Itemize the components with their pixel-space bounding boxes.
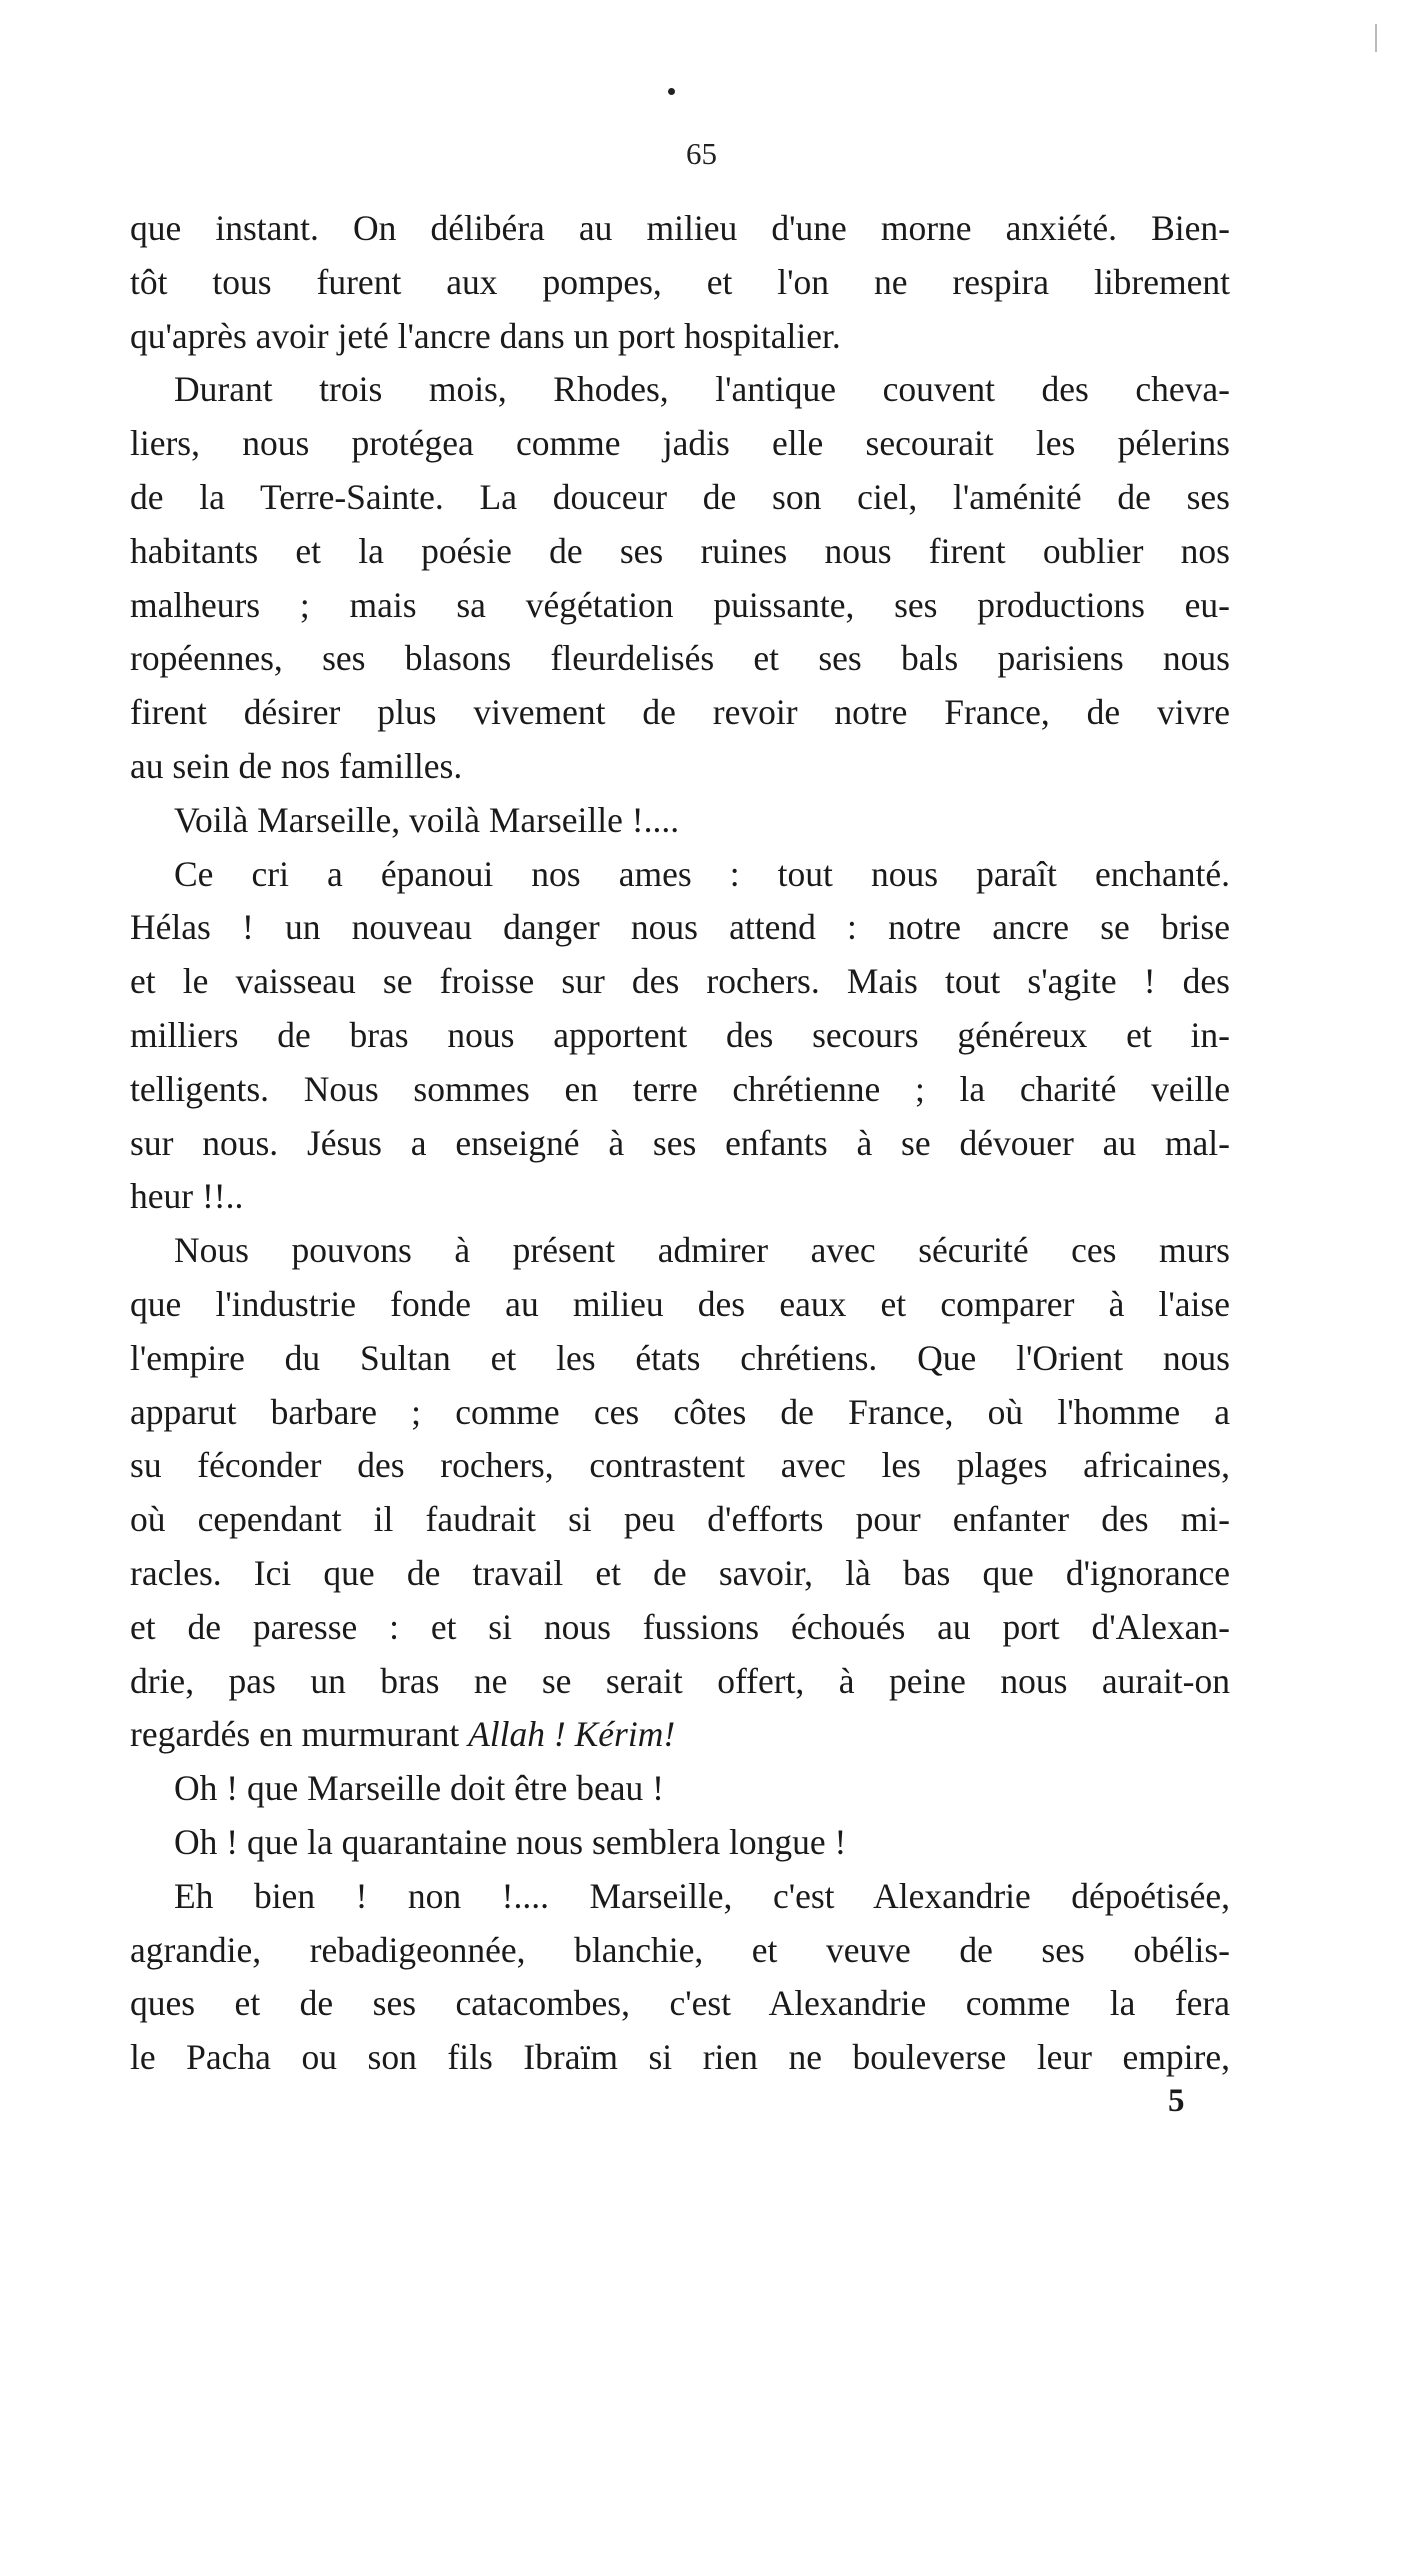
text-line <box>130 1708 1230 1762</box>
text-line <box>130 686 1230 740</box>
text-line-content: habitants et la poésie de ses ruines nous firent oublier nos <box>130 530 1230 571</box>
page-edge-mark <box>1375 24 1377 52</box>
text-line-content: Nous pouvons à présent admirer avec sécurité ces murs <box>174 1230 1230 1271</box>
text-line-content: de la Terre-Sainte. La douceur de son ciel, l'aménité de ses <box>130 476 1230 517</box>
text-line-content: l'empire du Sultan et les états chrétiens. Que l'Orient nous <box>130 1337 1230 1378</box>
text-line <box>130 525 1230 579</box>
text-line-content: regardés en murmurant <box>130 1714 469 1755</box>
text-line <box>130 632 1230 686</box>
text-line-content: drie, pas un bras ne se serait offert, à peine nous aurait-on <box>130 1660 1230 1701</box>
page-number: 65 <box>686 136 717 171</box>
text-line <box>130 955 1230 1009</box>
italic-phrase: Allah ! Kérim! <box>468 1714 676 1755</box>
text-line <box>130 1386 1230 1440</box>
text-line <box>130 1009 1230 1063</box>
text-line <box>130 256 1230 310</box>
text-line <box>130 1224 1230 1278</box>
text-line <box>130 740 1230 794</box>
text-line-content: Hélas ! un nouveau danger nous attend : notre ancre se brise <box>130 907 1230 948</box>
text-line <box>130 1655 1230 1709</box>
text-line <box>130 1278 1230 1332</box>
text-line-content: Oh ! que la quarantaine nous semblera longue ! <box>174 1821 847 1862</box>
text-line-content: au sein de nos familles. <box>130 745 463 786</box>
text-line-content: su féconder des rochers, contrastent avec les plages africaines, <box>130 1445 1230 1486</box>
text-line-content: ropéennes, ses blasons fleurdelisés et ses bals parisiens nous <box>130 638 1230 679</box>
text-line <box>130 363 1230 417</box>
text-line-content: heur !!.. <box>130 1176 244 1217</box>
text-line <box>130 1762 1230 1816</box>
text-line-content: Durant trois mois, Rhodes, l'antique couvent des cheva- <box>174 369 1230 410</box>
text-line <box>130 1170 1230 1224</box>
ink-dot <box>668 88 675 95</box>
text-line <box>130 794 1230 848</box>
text-line-content: telligents. Nous sommes en terre chrétienne ; la charité veille <box>130 1068 1230 1109</box>
text-line <box>130 310 1230 364</box>
text-line <box>130 1332 1230 1386</box>
text-line <box>130 1924 1230 1978</box>
text-line <box>130 1439 1230 1493</box>
text-line-content: milliers de bras nous apportent des secours généreux et in- <box>130 1014 1230 1055</box>
text-line <box>130 1977 1230 2031</box>
text-line-content: sur nous. Jésus a enseigné à ses enfants à se dévouer au mal- <box>130 1122 1230 1163</box>
text-line-content: malheurs ; mais sa végétation puissante, ses productions eu- <box>130 584 1230 625</box>
text-line <box>130 2031 1230 2085</box>
text-line-content: et le vaisseau se froisse sur des rochers. Mais tout s'agite ! des <box>130 961 1230 1002</box>
text-line-content: liers, nous protégea comme jadis elle secourait les pélerins <box>130 423 1230 464</box>
text-line-content: Eh bien ! non !.... Marseille, c'est Alexandrie dépoétisée, <box>174 1875 1230 1916</box>
text-line <box>130 901 1230 955</box>
text-line-content: que l'industrie fonde au milieu des eaux et comparer à l'aise <box>130 1283 1230 1324</box>
text-line-content: Oh ! que Marseille doit être beau ! <box>174 1768 664 1809</box>
text-line-content: et de paresse : et si nous fussions échoués au port d'Alexan- <box>130 1606 1230 1647</box>
text-line <box>130 579 1230 633</box>
text-line-content: le Pacha ou son fils Ibraïm si rien ne bouleverse leur empire, <box>130 2037 1230 2078</box>
text-line-content: Voilà Marseille, voilà Marseille !.... <box>174 799 680 840</box>
text-line-content: que instant. On délibéra au milieu d'une morne anxiété. Bien- <box>130 208 1230 248</box>
text-line <box>130 1063 1230 1117</box>
signature-mark: 5 <box>1168 2083 1185 2119</box>
text-line <box>130 417 1230 471</box>
text-line <box>130 848 1230 902</box>
text-line <box>130 1547 1230 1601</box>
text-line <box>130 202 1230 256</box>
text-line-content: qu'après avoir jeté l'ancre dans un port hospitalier. <box>130 315 841 356</box>
text-line-content: agrandie, rebadigeonnée, blanchie, et veuve de ses obélis- <box>130 1929 1230 1970</box>
text-line <box>130 1870 1230 1924</box>
text-line-content: ques et de ses catacombes, c'est Alexandrie comme la fera <box>130 1983 1230 2024</box>
text-line-content: tôt tous furent aux pompes, et l'on ne respira librement <box>130 261 1230 302</box>
text-line-content: firent désirer plus vivement de revoir notre France, de vivre <box>130 692 1230 733</box>
text-line <box>130 1493 1230 1547</box>
text-line-content: où cependant il faudrait si peu d'efforts pour enfanter des mi- <box>130 1499 1230 1540</box>
text-line-content: Ce cri a épanoui nos ames : tout nous paraît enchanté. <box>174 853 1230 894</box>
body-text <box>130 202 1230 2085</box>
text-line <box>130 1601 1230 1655</box>
text-line-content: racles. Ici que de travail et de savoir, là bas que d'ignorance <box>130 1552 1230 1593</box>
text-line <box>130 471 1230 525</box>
text-line-content: apparut barbare ; comme ces côtes de France, où l'homme a <box>130 1391 1230 1432</box>
text-line <box>130 1117 1230 1171</box>
text-line <box>130 1816 1230 1870</box>
